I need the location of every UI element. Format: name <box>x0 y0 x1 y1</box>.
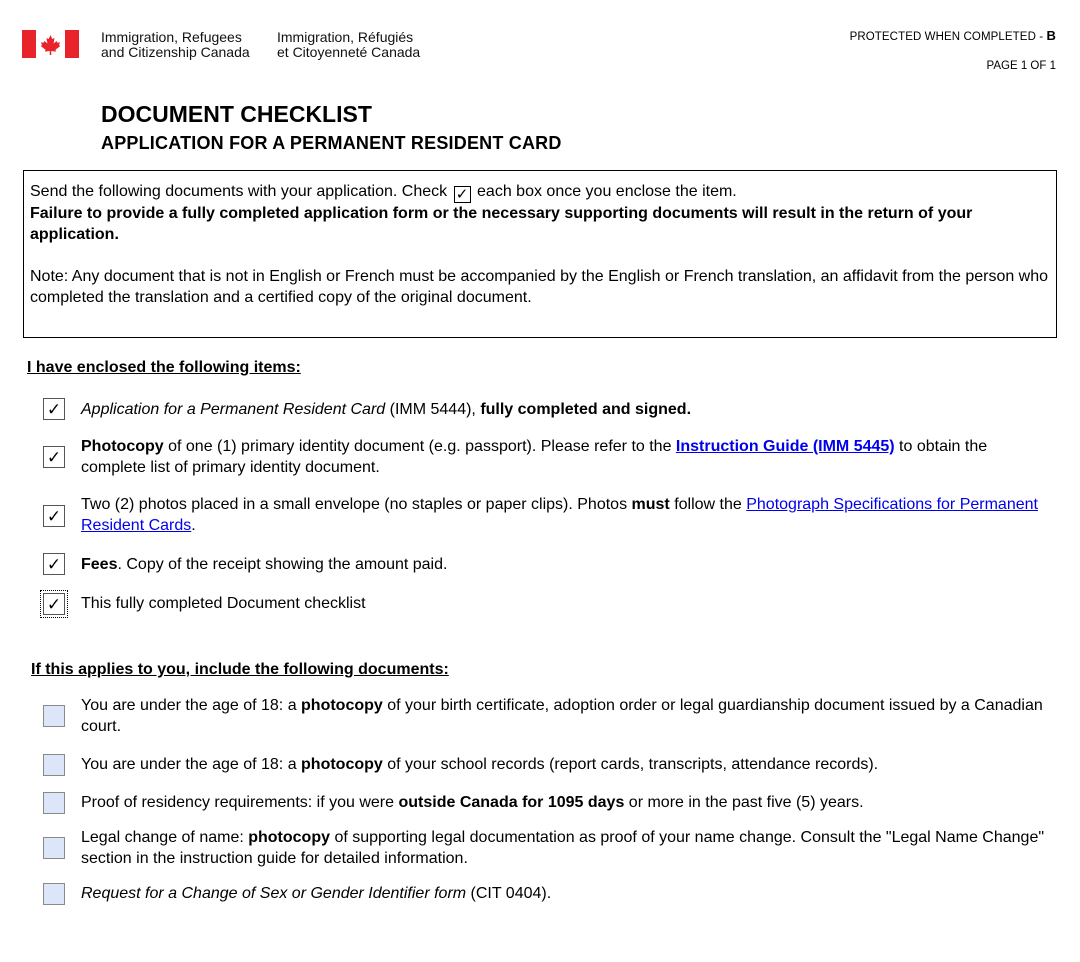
opt1-bold: photocopy <box>301 697 383 714</box>
item1-bold: fully completed and signed. <box>480 401 692 418</box>
send-text-after: each box once you enclose the item. <box>477 183 737 200</box>
protected-label <box>850 28 1056 43</box>
checkbox-application-form[interactable]: ✓ <box>43 398 65 420</box>
page-number: PAGE 1 OF 1 <box>986 60 1056 72</box>
opt2-plain1: You are under the age of 18: a <box>81 756 302 773</box>
item-fees <box>81 554 1051 575</box>
dept-fr-line2: et Citoyenneté Canada <box>277 44 421 60</box>
checkbox-birth-certificate[interactable] <box>43 705 65 727</box>
item3-bold: must <box>631 496 670 513</box>
checkbox-identity-document[interactable]: ✓ <box>43 446 65 468</box>
item-birth-certificate <box>81 695 1051 737</box>
checkbox-name-change[interactable] <box>43 837 65 859</box>
item-document-checklist: This fully completed Document checklist <box>81 595 366 612</box>
item4-plain: . Copy of the receipt showing the amount paid. <box>117 556 448 573</box>
department-name-french <box>277 30 420 60</box>
checkbox-fees[interactable]: ✓ <box>43 553 65 575</box>
opt3-plain1: Proof of residency requirements: if you were <box>81 794 399 811</box>
warning-text <box>30 203 1050 245</box>
translation-note: Note: Any document that is not in English or French must be accompanied by the English or French translation, an affidavit from the person who completed the translation and a certified copy of the original document. <box>30 268 1049 306</box>
opt5-italic: Request for a Change of Sex or Gender Identifier form <box>81 885 467 902</box>
checkbox-residency-proof[interactable] <box>43 792 65 814</box>
opt5-plain: (CIT 0404). <box>466 885 552 902</box>
instructions-box <box>23 170 1057 338</box>
maple-leaf-icon <box>22 30 79 58</box>
send-text-before: Send the following documents with your application. Check <box>30 183 448 200</box>
item3-plain2: follow the <box>669 496 747 513</box>
opt1-plain2: of your birth certificate, adoption order or legal guardianship document issued by a Canadian court. <box>81 697 1043 735</box>
item-school-records <box>81 754 1051 775</box>
sample-checkbox-icon: ✓ <box>454 186 471 203</box>
item3-plain1: Two (2) photos placed in a small envelope (no staples or paper clips). Photos <box>81 496 632 513</box>
protected-class: B <box>1046 28 1056 43</box>
item3-plain3: . <box>191 517 196 534</box>
item1-plain: (IMM 5444), <box>385 401 481 418</box>
canada-flag-logo <box>22 30 79 58</box>
item1-italic: Application for a Permanent Resident Card <box>81 401 386 418</box>
item-application-form <box>81 399 1051 420</box>
department-name-english <box>101 30 250 60</box>
opt2-plain2: of your school records (report cards, transcripts, attendance records). <box>382 756 879 773</box>
item2-plain2: to obtain the complete list of primary identity document. <box>81 438 988 476</box>
dept-en-line1: Immigration, Refugees <box>101 29 242 45</box>
opt4-plain1: Legal change of name: <box>81 829 249 846</box>
item2-bold: Photocopy <box>81 438 164 455</box>
item-gender-identifier <box>81 883 1051 904</box>
warning-span: Failure to provide a fully completed application form or the necessary supporting documents will result in the return of your application. <box>30 205 973 243</box>
item-residency-proof <box>81 792 1051 813</box>
enclosed-heading <box>27 359 301 377</box>
opt3-plain2: or more in the past five (5) years. <box>624 794 864 811</box>
opt4-bold: photocopy <box>248 829 330 846</box>
opt3-bold: outside Canada for 1095 days <box>398 794 625 811</box>
opt2-bold: photocopy <box>301 756 383 773</box>
checkbox-document-checklist[interactable]: ✓ <box>43 593 65 615</box>
checkbox-school-records[interactable] <box>43 754 65 776</box>
dept-fr-line1: Immigration, Réfugiés <box>277 29 414 45</box>
optional-heading: If this applies to you, include the following documents: <box>31 661 449 678</box>
checkbox-gender-identifier[interactable] <box>43 883 65 905</box>
send-instructions <box>30 181 1050 203</box>
instruction-guide-link[interactable]: Instruction Guide (IMM 5445) <box>675 438 895 455</box>
photo-specs-link[interactable]: Photograph Specifications for Permanent Resident Cards <box>81 496 1038 534</box>
item2-plain1: of one (1) primary identity document (e.g. passport). Please refer to the <box>163 438 676 455</box>
checkbox-photos[interactable]: ✓ <box>43 505 65 527</box>
item4-bold: Fees <box>81 556 118 573</box>
page-title: DOCUMENT CHECKLIST <box>101 101 372 127</box>
opt1-plain1: You are under the age of 18: a <box>81 697 302 714</box>
enclosed-heading-colon: : <box>295 359 301 376</box>
protected-text: PROTECTED WHEN COMPLETED - <box>849 31 1044 43</box>
opt4-plain2: of supporting legal documentation as proof of your name change. Consult the "Legal Name Change" section in the instruction guide for detailed information. <box>81 829 1045 867</box>
item-name-change <box>81 827 1051 869</box>
item-photos <box>81 494 1051 536</box>
item-identity-document <box>81 436 1051 478</box>
page-subtitle: APPLICATION FOR A PERMANENT RESIDENT CARD <box>101 133 562 153</box>
dept-en-line2: and Citizenship Canada <box>101 44 250 60</box>
enclosed-heading-text: I have enclosed the following items <box>27 359 296 376</box>
